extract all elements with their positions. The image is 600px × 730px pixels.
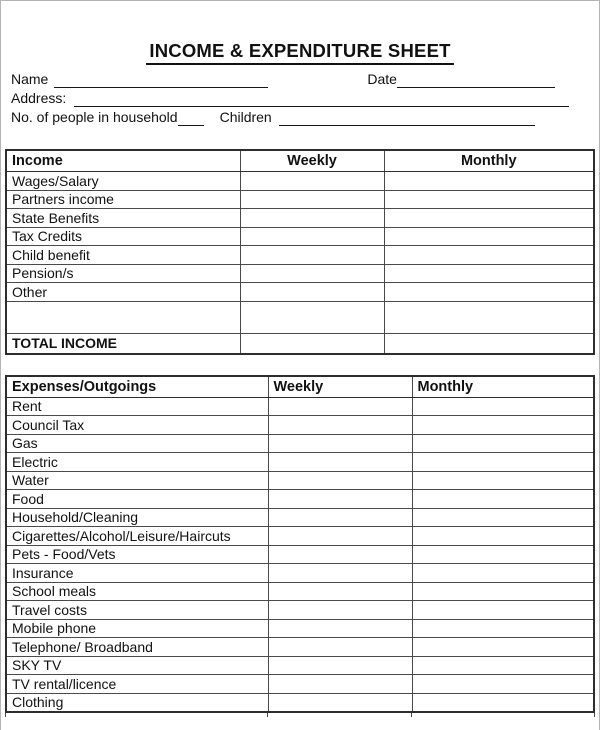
row-label-cell: Rent: [6, 397, 268, 416]
row-label-cell: TV rental/licence: [6, 675, 268, 694]
name-fill-line[interactable]: [54, 73, 268, 88]
monthly-value-cell[interactable]: [384, 172, 594, 191]
column-header: Expenses/Outgoings: [6, 376, 268, 398]
income-table: [5, 149, 595, 355]
monthly-value-cell[interactable]: [384, 190, 594, 209]
row-label-cell: Wages/Salary: [6, 172, 240, 191]
row-label-cell: Travel costs: [6, 601, 268, 620]
name-date-line: [11, 70, 589, 89]
weekly-value-cell[interactable]: [240, 172, 384, 191]
table-row: [6, 172, 594, 191]
column-header: Monthly: [384, 150, 594, 172]
row-label-cell: Other: [6, 283, 240, 302]
monthly-value-cell[interactable]: [384, 209, 594, 228]
monthly-value-cell[interactable]: [384, 246, 594, 265]
row-label-cell: [6, 301, 240, 333]
children-label: Children: [219, 109, 272, 125]
monthly-value-cell[interactable]: [412, 582, 594, 601]
monthly-value-cell[interactable]: [412, 453, 594, 472]
table-row: [6, 582, 594, 601]
weekly-value-cell[interactable]: [268, 545, 412, 564]
monthly-value-cell[interactable]: [412, 656, 594, 675]
table-row: [6, 416, 594, 435]
address-fill-line[interactable]: [74, 92, 569, 107]
row-label-cell: SKY TV: [6, 656, 268, 675]
weekly-value-cell[interactable]: [268, 638, 412, 657]
column-header: Income: [6, 150, 240, 172]
row-label-cell: Cigarettes/Alcohol/Leisure/Haircuts: [6, 527, 268, 546]
weekly-value-cell[interactable]: [268, 397, 412, 416]
row-label-cell: Tax Credits: [6, 227, 240, 246]
monthly-value-cell[interactable]: [412, 471, 594, 490]
weekly-value-cell[interactable]: [268, 601, 412, 620]
table-row: [6, 619, 594, 638]
table-row: [6, 601, 594, 620]
cut-off-row-stub: [5, 713, 595, 717]
monthly-value-cell[interactable]: [412, 619, 594, 638]
household-label: No. of people in household: [11, 109, 178, 125]
table-row: [6, 301, 594, 333]
monthly-value-cell[interactable]: [412, 564, 594, 583]
column-header: Weekly: [268, 376, 412, 398]
monthly-value-cell[interactable]: [384, 333, 594, 354]
monthly-value-cell[interactable]: [384, 264, 594, 283]
children-fill-line[interactable]: [279, 111, 535, 126]
monthly-value-cell[interactable]: [412, 693, 594, 712]
weekly-value-cell[interactable]: [240, 209, 384, 228]
monthly-value-cell[interactable]: [412, 508, 594, 527]
table-row: [6, 264, 594, 283]
monthly-value-cell[interactable]: [384, 301, 594, 333]
row-label-cell: Child benefit: [6, 246, 240, 265]
row-label-cell: Council Tax: [6, 416, 268, 435]
row-label-cell: Gas: [6, 434, 268, 453]
weekly-value-cell[interactable]: [240, 301, 384, 333]
monthly-value-cell[interactable]: [412, 490, 594, 509]
weekly-value-cell[interactable]: [268, 434, 412, 453]
column-header: Monthly: [412, 376, 594, 398]
table-row: [6, 656, 594, 675]
row-label-cell: Partners income: [6, 190, 240, 209]
row-label-cell: Insurance: [6, 564, 268, 583]
table-row: [6, 283, 594, 302]
date-fill-line[interactable]: [397, 73, 555, 88]
row-label-cell: Pension/s: [6, 264, 240, 283]
weekly-value-cell[interactable]: [240, 283, 384, 302]
table-row: [6, 227, 594, 246]
weekly-value-cell[interactable]: [240, 333, 384, 354]
monthly-value-cell[interactable]: [412, 545, 594, 564]
table-row: [6, 527, 594, 546]
column-header: Weekly: [240, 150, 384, 172]
table-row: [6, 545, 594, 564]
address-label: Address:: [11, 90, 67, 106]
row-label-cell: Pets - Food/Vets: [6, 545, 268, 564]
table-row: [6, 453, 594, 472]
weekly-value-cell[interactable]: [240, 246, 384, 265]
name-label: Name: [11, 71, 49, 87]
monthly-value-cell[interactable]: [384, 283, 594, 302]
row-label-cell: Water: [6, 471, 268, 490]
monthly-value-cell[interactable]: [412, 675, 594, 694]
table-row: [6, 209, 594, 228]
date-label: Date: [367, 71, 397, 87]
form-header-fields: [11, 70, 589, 127]
row-label-cell: Household/Cleaning: [6, 508, 268, 527]
title-wrap: [1, 40, 599, 65]
table-row: [6, 638, 594, 657]
weekly-value-cell[interactable]: [268, 527, 412, 546]
weekly-value-cell[interactable]: [268, 693, 412, 712]
table-row: [6, 693, 594, 712]
table-row: [6, 564, 594, 583]
weekly-value-cell[interactable]: [268, 675, 412, 694]
table-row: [6, 434, 594, 453]
row-label-cell: Electric: [6, 453, 268, 472]
household-fill-line[interactable]: [178, 111, 204, 126]
row-label-cell: Telephone/ Broadband: [6, 638, 268, 657]
row-label-cell: TOTAL INCOME: [6, 333, 240, 354]
table-row: [6, 397, 594, 416]
monthly-value-cell[interactable]: [412, 434, 594, 453]
monthly-value-cell[interactable]: [412, 527, 594, 546]
weekly-value-cell[interactable]: [268, 453, 412, 472]
table-row: [6, 508, 594, 527]
expenses-table-header-row: [6, 376, 594, 398]
weekly-value-cell[interactable]: [268, 656, 412, 675]
page-title: INCOME & EXPENDITURE SHEET: [146, 40, 453, 65]
income-table-header-row: [6, 150, 594, 172]
weekly-value-cell[interactable]: [268, 582, 412, 601]
monthly-value-cell[interactable]: [412, 397, 594, 416]
weekly-value-cell[interactable]: [268, 508, 412, 527]
row-label-cell: State Benefits: [6, 209, 240, 228]
household-children-line: [11, 108, 589, 127]
weekly-value-cell[interactable]: [240, 227, 384, 246]
table-row: [6, 333, 594, 354]
weekly-value-cell[interactable]: [268, 471, 412, 490]
monthly-value-cell[interactable]: [412, 638, 594, 657]
row-label-cell: Clothing: [6, 693, 268, 712]
weekly-value-cell[interactable]: [268, 619, 412, 638]
weekly-value-cell[interactable]: [268, 490, 412, 509]
row-label-cell: Food: [6, 490, 268, 509]
monthly-value-cell[interactable]: [384, 227, 594, 246]
table-row: [6, 675, 594, 694]
table-row: [6, 471, 594, 490]
monthly-value-cell[interactable]: [412, 416, 594, 435]
address-line: [11, 89, 589, 108]
row-label-cell: Mobile phone: [6, 619, 268, 638]
row-label-cell: School meals: [6, 582, 268, 601]
expenses-table: [5, 375, 595, 714]
weekly-value-cell[interactable]: [268, 564, 412, 583]
table-row: [6, 490, 594, 509]
weekly-value-cell[interactable]: [268, 416, 412, 435]
monthly-value-cell[interactable]: [412, 601, 594, 620]
table-row: [6, 246, 594, 265]
weekly-value-cell[interactable]: [240, 190, 384, 209]
weekly-value-cell[interactable]: [240, 264, 384, 283]
table-row: [6, 190, 594, 209]
